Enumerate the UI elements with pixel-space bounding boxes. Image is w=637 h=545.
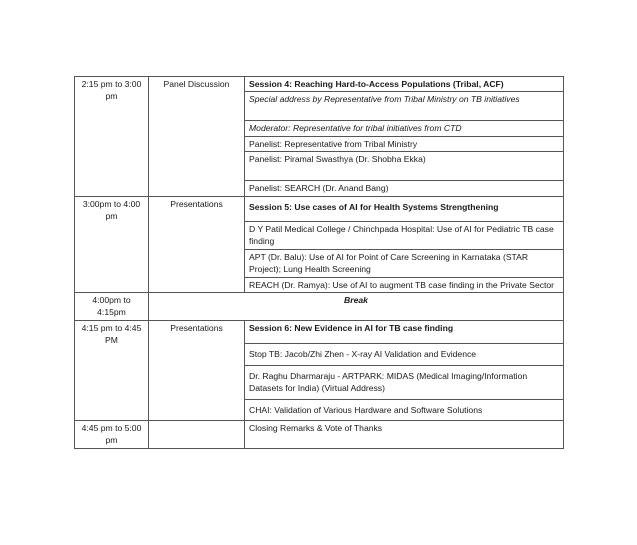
session-title: Closing Remarks & Vote of Thanks [245, 420, 564, 448]
session-item: Panelist: Piramal Swasthya (Dr. Shobha Ekka) [245, 152, 564, 181]
type-cell [149, 420, 245, 448]
session-item: Moderator: Representative for tribal initiatives from CTD [245, 121, 564, 136]
type-cell: Presentations [149, 196, 245, 292]
session-item: Panelist: Representative from Tribal Ministry [245, 136, 564, 151]
session-title: Session 6: New Evidence in AI for TB case finding [245, 320, 564, 343]
time-cell: 4:15 pm to 4:45 PM [75, 320, 149, 420]
break-label: Break [149, 293, 564, 321]
session-item: CHAI: Validation of Various Hardware and Software Solutions [245, 399, 564, 420]
table-row [75, 196, 564, 221]
table-row [75, 77, 564, 92]
table-row [75, 320, 564, 343]
time-cell: 2:15 pm to 3:00 pm [75, 77, 149, 197]
session-item: REACH (Dr. Ramya): Use of AI to augment TB case finding in the Private Sector [245, 277, 564, 292]
session-title: Session 4: Reaching Hard-to-Access Populations (Tribal, ACF) [245, 77, 564, 92]
time-cell: 4:45 pm to 5:00 pm [75, 420, 149, 448]
session-item: Special address by Representative from Tribal Ministry on TB initiatives [245, 92, 564, 121]
time-cell: 3:00pm to 4:00 pm [75, 196, 149, 292]
session-item: D Y Patil Medical College / Chinchpada Hospital: Use of AI for Pediatric TB case finding [245, 222, 564, 250]
session-item: Stop TB: Jacob/Zhi Zhen - X-ray AI Validation and Evidence [245, 344, 564, 365]
session-item: Panelist: SEARCH (Dr. Anand Bang) [245, 181, 564, 196]
session-item: Dr. Raghu Dharmaraju - ARTPARK: MIDAS (Medical Imaging/Information Datasets for India) (Virtual Address) [245, 365, 564, 399]
table-row [75, 420, 564, 448]
type-cell: Panel Discussion [149, 77, 245, 197]
type-cell: Presentations [149, 320, 245, 420]
session-item: APT (Dr. Balu): Use of AI for Point of Care Screening in Karnataka (STAR Project); Lung Health Screening [245, 249, 564, 277]
session-title: Session 5: Use cases of AI for Health Systems Strengthening [245, 196, 564, 221]
table-row [75, 293, 564, 321]
time-cell: 4:00pm to 4:15pm [75, 293, 149, 321]
agenda-table [74, 76, 564, 449]
